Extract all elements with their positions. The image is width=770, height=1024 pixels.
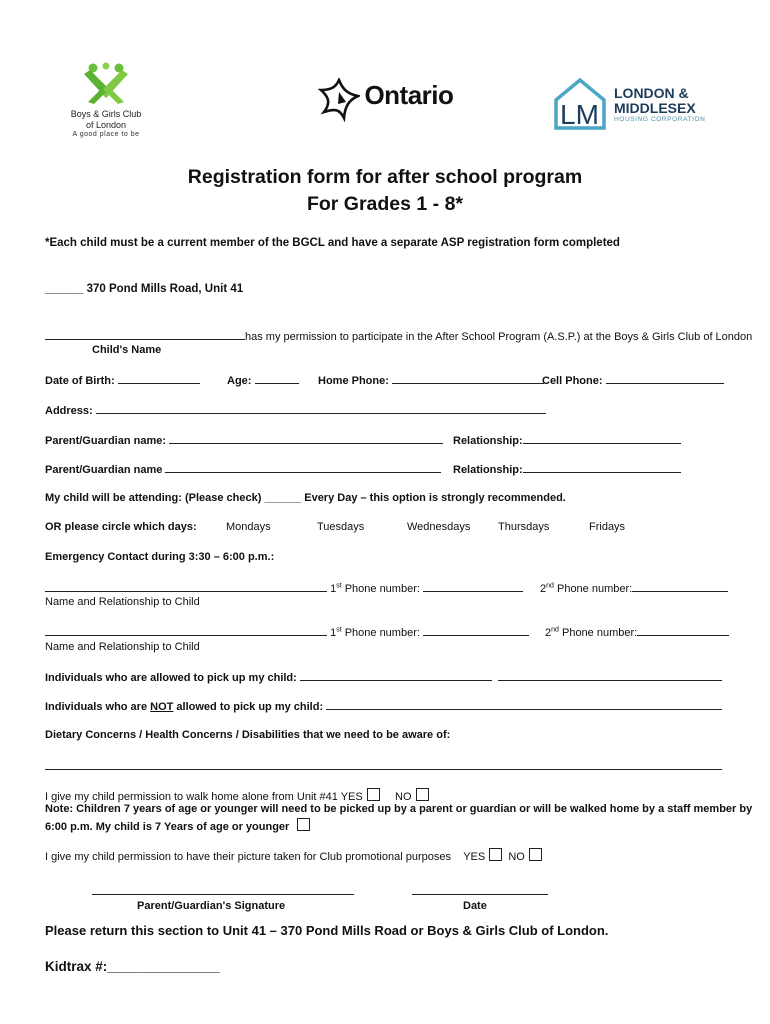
pickup-not-field1[interactable] (326, 699, 502, 710)
lm-initials: LM (560, 99, 599, 130)
emergency1-phone2-field[interactable] (632, 581, 728, 592)
home-phone-label: Home Phone: (318, 375, 389, 387)
walk-home-text: I give my child permission to walk home alone from Unit #41 YES (45, 791, 363, 803)
pickup-not-label: Individuals who are NOT allowed to pick up my child: (45, 701, 324, 713)
emergency1-phone2-row (540, 581, 728, 595)
emergency2-phone1-label: 1st Phone number: (330, 626, 420, 639)
kidtrax-field[interactable]: _______________ (107, 959, 220, 974)
guardian2-label: Parent/Guardian name (45, 464, 163, 476)
permission-text: has my permission to participate in the After School Program (A.S.P.) at the Boys & Girls Club of London (245, 331, 753, 343)
signature-label: Parent/Guardian's Signature (137, 900, 286, 912)
cell-phone-label: Cell Phone: (542, 375, 603, 387)
date-label: Date (463, 900, 487, 912)
address-field[interactable] (96, 403, 546, 414)
day-tuesdays[interactable]: Tuesdays (317, 521, 365, 533)
emergency2-name-field[interactable] (45, 625, 327, 636)
pickup-allowed-label: Individuals who are allowed to pick up my child: (45, 672, 297, 684)
age-seven-text: 6:00 p.m. My child is 7 Years of age or younger (45, 821, 290, 833)
picture-row (45, 848, 542, 863)
return-instruction: Please return this section to Unit 41 – 370 Pond Mills Road or Boys & Girls Club of London. (45, 923, 609, 938)
cell-phone-field[interactable] (606, 373, 724, 384)
ontario-wordmark: Ontario (364, 80, 454, 111)
circle-days-label: OR please circle which days: (45, 521, 197, 533)
relationship2-row (453, 462, 681, 476)
relationship1-label: Relationship: (453, 435, 523, 447)
day-thursdays[interactable]: Thursdays (498, 521, 550, 533)
age-label: Age: (227, 375, 252, 387)
emergency2-phone2-label: 2nd Phone number: (545, 626, 638, 639)
every-day-check-blank[interactable]: ______ (264, 492, 302, 504)
pickup-allowed-field1[interactable] (300, 670, 492, 681)
every-day-text: Every Day – this option is strongly recommended. (304, 492, 566, 504)
trillium-icon (318, 78, 360, 122)
relationship1-field[interactable] (523, 433, 681, 444)
emergency2-name-label: Name and Relationship to Child (45, 641, 200, 653)
dietary-label: Dietary Concerns / Health Concerns / Disabilities that we need to be aware of: (45, 729, 451, 741)
lmhc-logo (552, 76, 705, 132)
emergency-label: Emergency Contact during 3:30 – 6:00 p.m.: (45, 551, 275, 563)
picture-yes-label: YES (463, 851, 486, 863)
pickup-allowed-row (45, 670, 492, 684)
emergency1-phone2-label: 2nd Phone number: (540, 582, 633, 595)
emergency1-name-field[interactable] (45, 581, 327, 592)
dob-field[interactable] (118, 373, 200, 384)
age-seven-row (45, 818, 310, 833)
kidtrax-label: Kidtrax #: (45, 959, 108, 974)
pickup-not-row (45, 699, 502, 713)
guardian1-row (45, 433, 443, 447)
emergency1-phone1-field[interactable] (423, 581, 523, 592)
relationship1-row (453, 433, 681, 447)
emergency2-phone2-field[interactable] (637, 625, 729, 636)
permission-row (45, 329, 752, 343)
lmhc-line3: HOUSING CORPORATION (614, 115, 706, 123)
day-fridays[interactable]: Fridays (589, 521, 626, 533)
ontario-logo (318, 78, 453, 122)
address-label: Address: (45, 405, 93, 417)
form-subtitle: For Grades 1 - 8* (306, 193, 464, 215)
guardian1-field[interactable] (169, 433, 443, 444)
house-lm-icon (552, 76, 608, 132)
bgc-figures-icon (76, 62, 136, 104)
age-row (227, 373, 299, 387)
dietary-field[interactable] (45, 759, 722, 770)
bgc-name: Boys & Girls Club of London (70, 109, 142, 130)
childs-name-label: Child's Name (92, 344, 162, 356)
picture-no-label: NO (508, 851, 525, 863)
dob-label: Date of Birth: (45, 375, 115, 387)
cell-phone-row (542, 373, 724, 387)
home-phone-field[interactable] (392, 373, 544, 384)
guardian1-label: Parent/Guardian name: (45, 435, 167, 447)
relationship2-field[interactable] (523, 462, 681, 473)
bgc-logo (56, 62, 156, 138)
attending-row (45, 492, 566, 504)
signature-field[interactable] (92, 884, 354, 895)
emergency2-row (45, 625, 529, 639)
membership-note: *Each child must be a current member of the BGCL and have a separate ASP registration form completed (45, 237, 620, 249)
attending-label: My child will be attending: (Please check) (45, 492, 262, 504)
kidtrax-row (45, 959, 220, 974)
emergency1-phone1-label: 1st Phone number: (330, 582, 420, 595)
location-check-blank[interactable]: ______ (45, 283, 84, 295)
day-wednesdays[interactable]: Wednesdays (407, 521, 471, 533)
picture-text: I give my child permission to have their picture taken for Club promotional purposes (45, 851, 451, 863)
guardian2-row (45, 462, 441, 476)
age-seven-checkbox[interactable] (297, 818, 310, 831)
day-mondays[interactable]: Mondays (226, 521, 271, 533)
guardian2-field[interactable] (165, 462, 441, 473)
walk-home-no-checkbox[interactable] (416, 788, 429, 801)
walk-home-yes-checkbox[interactable] (367, 788, 380, 801)
picture-yes-checkbox[interactable] (489, 848, 502, 861)
emergency1-name-label: Name and Relationship to Child (45, 596, 200, 608)
emergency2-phone1-field[interactable] (423, 625, 529, 636)
dob-row (45, 373, 200, 387)
location-line (45, 283, 243, 295)
lmhc-line1: LONDON & (614, 84, 689, 101)
relationship2-label: Relationship: (453, 464, 523, 476)
note-children: Note: Children 7 years of age or younger will need to be picked up by a parent or guardian or will be walked home by a staff member by (45, 803, 753, 815)
childs-name-field[interactable] (45, 329, 245, 340)
age-field[interactable] (255, 373, 299, 384)
emergency1-row (45, 581, 523, 595)
address-row (45, 403, 546, 417)
pickup-not-field2[interactable] (498, 699, 722, 710)
emergency2-phone2-row (545, 625, 729, 639)
home-phone-row (318, 373, 544, 387)
walk-home-row (45, 788, 429, 803)
lmhc-line2: MIDDLESEX (614, 99, 696, 116)
bgc-tagline: A good place to be (72, 131, 140, 138)
walk-home-no-label: NO (395, 791, 412, 803)
pickup-allowed-field2[interactable] (498, 670, 722, 681)
picture-no-checkbox[interactable] (529, 848, 542, 861)
location-text: 370 Pond Mills Road, Unit 41 (86, 283, 244, 295)
date-field[interactable] (412, 884, 548, 895)
form-title: Registration form for after school program (187, 166, 583, 188)
